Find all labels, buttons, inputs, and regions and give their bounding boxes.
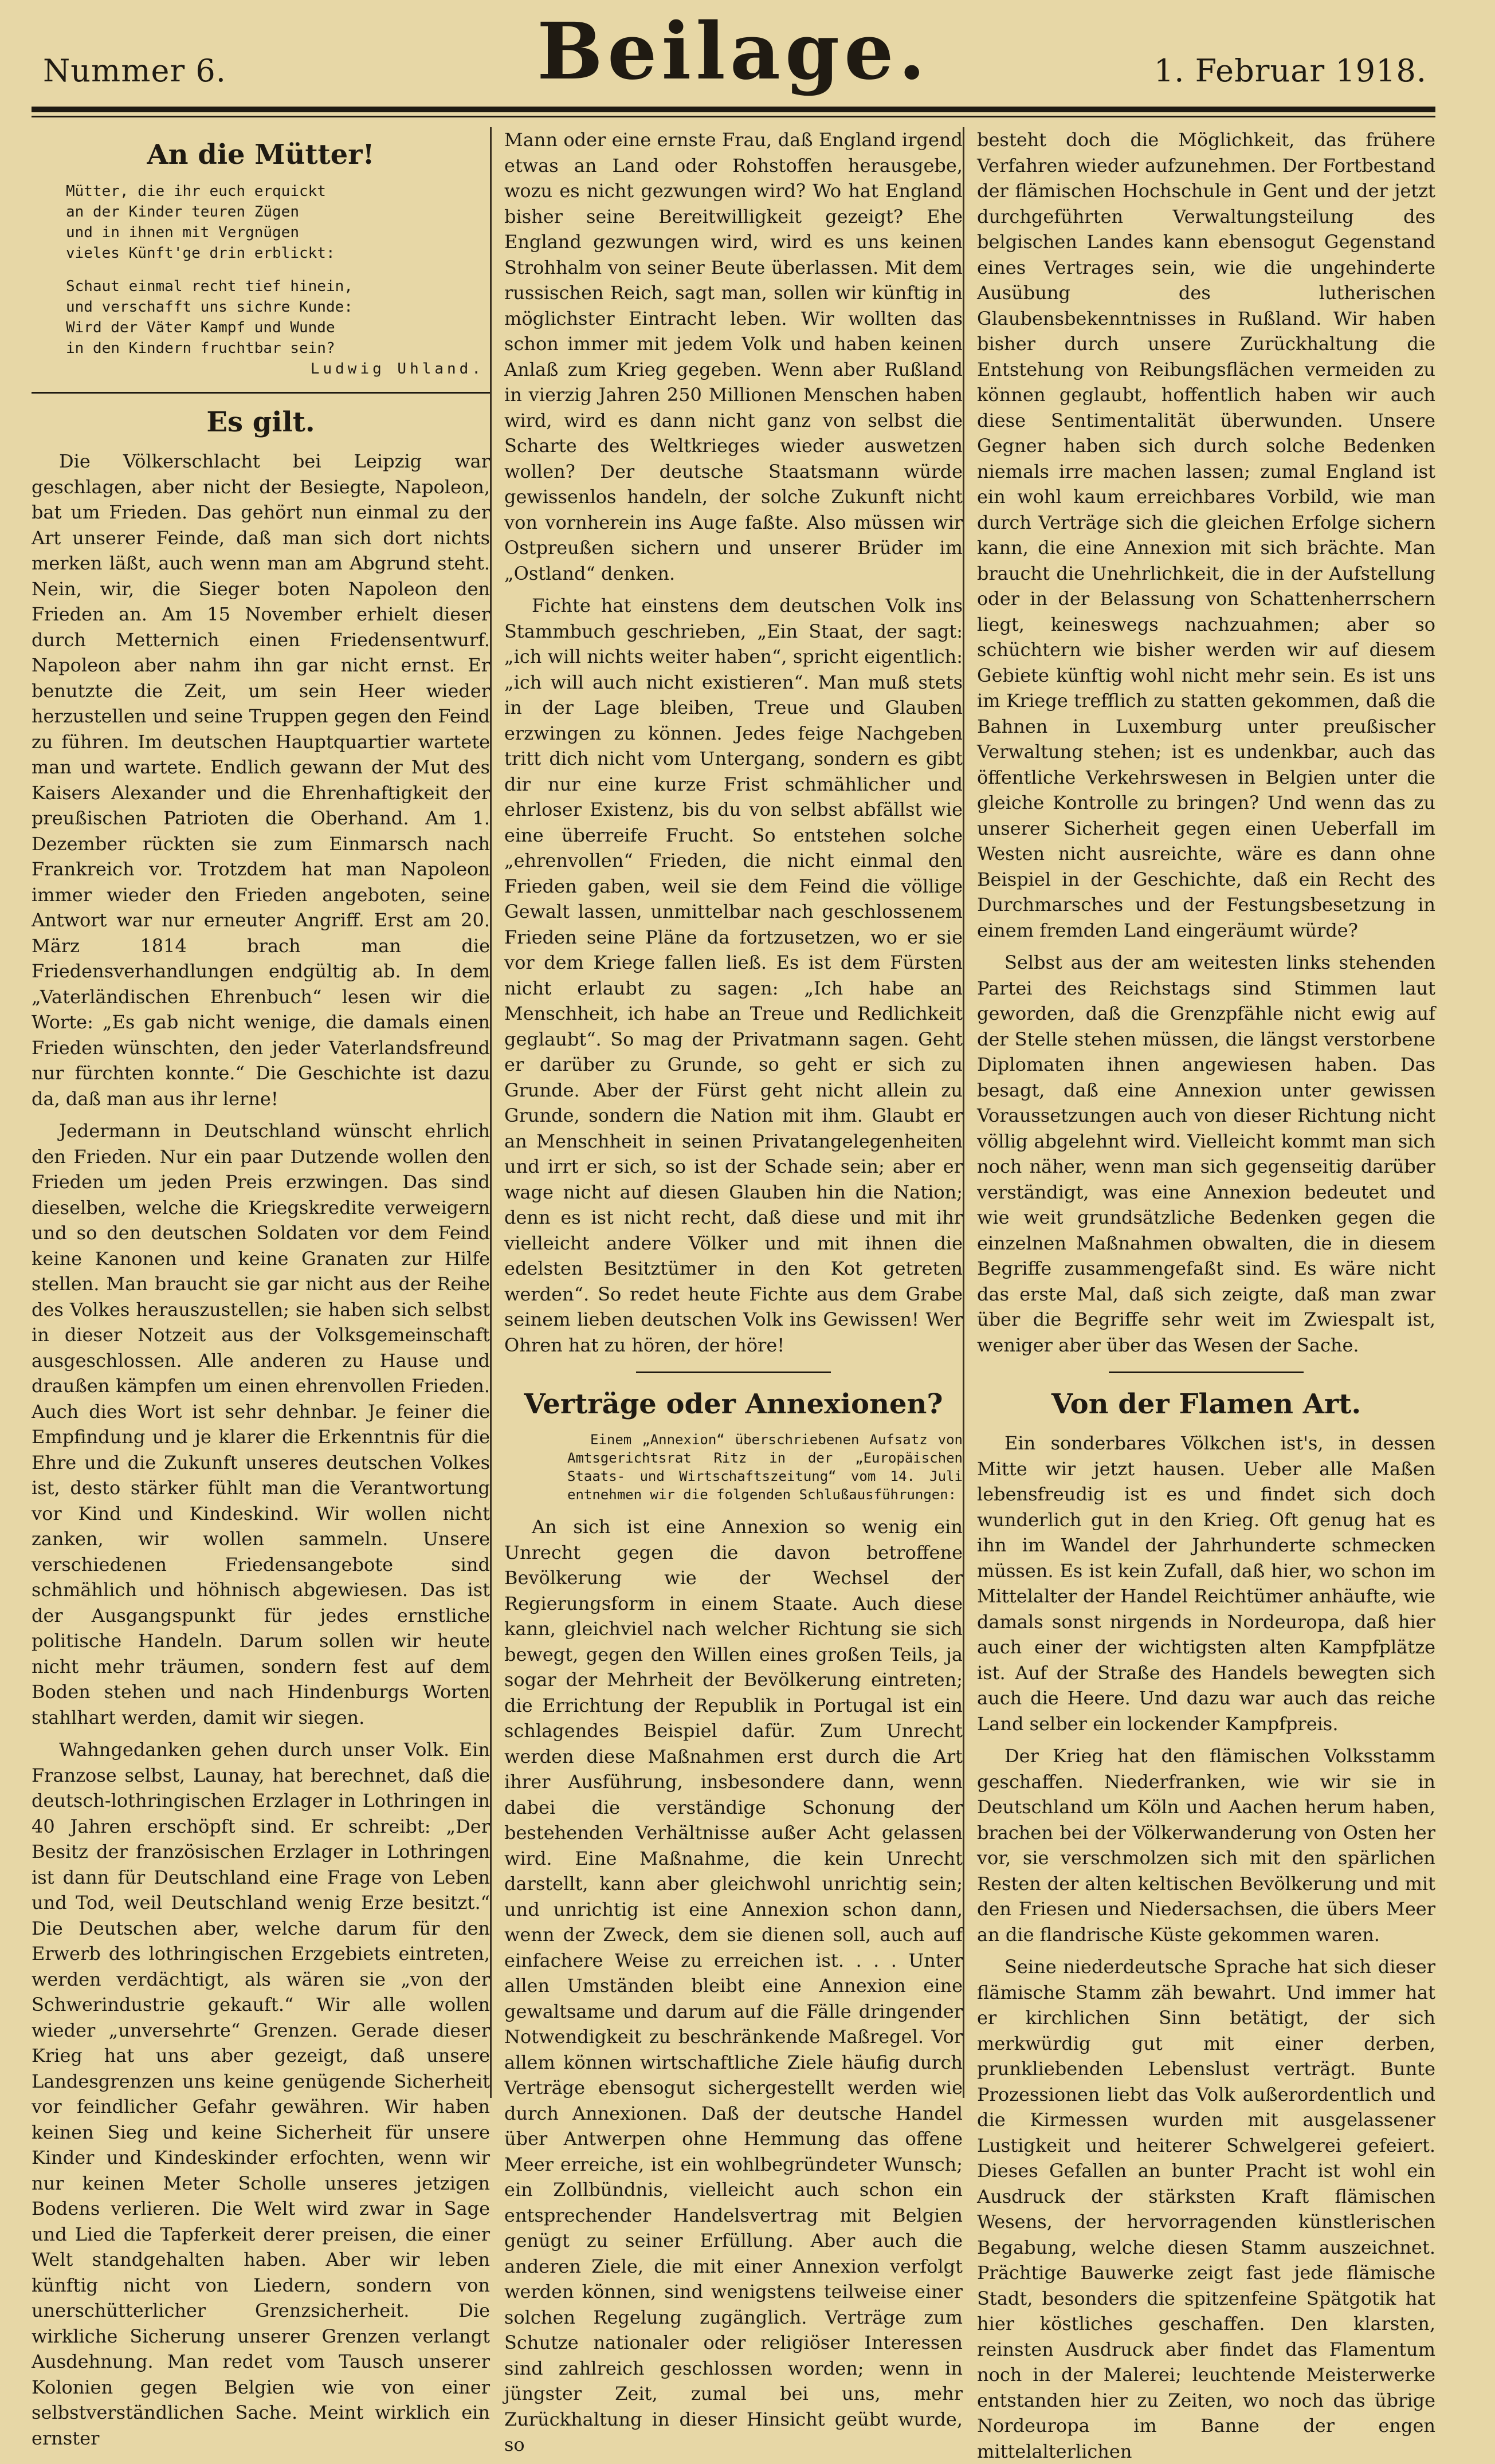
issue-number: Nummer 6. — [43, 53, 226, 89]
poem-line: in den Kindern fruchtbar sein? — [66, 340, 335, 357]
section-divider — [1109, 1371, 1304, 1373]
poem-line: und verschafft uns sichre Kunde: — [66, 298, 353, 316]
article-paragraph: Selbst aus der am weitesten links stehenden Partei des Reichstags sind Stimmen laut geworden, daß die Grenzpfähle nicht ewig auf der Stelle stehen müssen, die längst verstorbene Diplomaten ihnen angewiesen haben. Das besagt, daß eine Annexion unter gewissen Voraussetzungen auch von dieser Richtung nicht völlig abgelehnt wird. Vielleicht kommt man sich noch näher, wenn man sich gegenseitig darüber verständigt, was eine Annexion bedeutet und wie weit grundsätzliche Bedenken gegen die einzelnen Maßnahmen obwalten, die in diesem Begriffe zusammengefaßt sind. Es wäre nicht das erste Mal, daß sich zeigte, daß man zwar über die Begriffe sehr weit im Zwiespalt ist, weniger aber über das Wesen der Sache. — [977, 952, 1435, 1356]
poem-stanza — [66, 276, 490, 379]
poem-line: Mütter, die ihr euch erquickt — [66, 183, 326, 200]
column-divider — [490, 127, 492, 2098]
masthead-rule-thin — [32, 116, 1435, 117]
article-paragraph: Mann oder eine ernste Frau, daß England irgend etwas an Land oder Rohstoffen herausgebe, wozu es nicht gezwungen wird? Wo hat England bisher seine Bereitwilligkeit gezeigt? Ehe England gezwungen wird, wird es uns keinen Strohhalm von seiner Beute überlassen. Mit dem russischen Reich, sagt man, sollen wir künftig in möglichster Eintracht leben. Wir wollten das schon immer mit jedem Volk und haben keinen Anlaß zum Krieg gegeben. Wenn aber Rußland in vierzig Jahren 250 Millionen Menschen haben wird, wird es dann nicht ganz von selbst die Scharte des Weltkrieges wieder auswetzen wollen? Der deutsche Staatsmann würde gewissenlos handeln, der solche Zukunft nicht von vornherein ins Auge faßte. Also müssen wir Ostpreußen sichern und unserer Brüder im „Ostland“ denken. — [504, 129, 963, 584]
masthead-rule-thick — [32, 107, 1435, 112]
column-3 — [977, 127, 1435, 2462]
article-paragraph: Seine niederdeutsche Sprache hat sich dieser flämische Stamm zäh bewahrt. Und immer hat er kirchlichen Sinn betätigt, der sich merkwürdig gut mit einer derben, prunkliebenden Lebenslust verträgt. Bunte Prozessionen liebt das Volk außerordentlich und die Kirmessen wurden mit ausgelassener Lustigkeit und heiterer Schwelgerei gefeiert. Dieses Gefallen an bunter Pracht ist wohl ein Ausdruck der stärksten Kraft flämischen Wesens, der hervorragenden künstlerischen Begabung, welche diesen Stamm auszeichnet. Prächtige Bauwerke zeigt fast jede flämische Stadt, besonders die spitzenfeine Spätgotik hat hier köstliches geschaffen. Den klarsten, reinsten Ausdruck aber findet das Flamentum noch in der Malerei; leuchtende Meisterwerke entstanden hier zu Zeiten, wo noch das übrige Nordeuropa im Banne der engen mittelalterlichen — [977, 1956, 1435, 2462]
article-paragraph: Wahngedanken gehen durch unser Volk. Ein Franzose selbst, Launay, hat berechnet, daß die deutsch-lothringischen Erzlager in Lothringen in 40 Jahren erschöpft sind. Er schreibt: „Der Besitz der französischen Erzlager in Lothringen ist dann für Deutschland eine Frage von Leben und Tod, weil Deutschland wenig Erze besitzt.“ Die Deutschen aber, welche darum für den Erwerb des lothringischen Erzgebiets eintreten, werden verdächtigt, als wären sie „von der Schwerindustrie gekauft.“ Wir alle wollen wieder „unversehrte“ Grenzen. Gerade dieser Krieg hat uns aber gezeigt, daß unsere Landesgrenzen uns keine genügende Sicherheit vor feindlicher Gefahr gewähren. Wir haben keinen Sieg und keine Sicherheit für unsere Kinder und Kindeskinder erfochten, wenn wir nur keinen Meter Scholle unseres jetzigen Bodens verlieren. Die Welt wird zwar in Sage und Lied die Tapferkeit derer preisen, die einer Welt standgehalten haben. Aber wir leben künftig nicht von Liedern, sondern von unerschütterlicher Grenzsicherheit. Die wirkliche Sicherung unserer Grenzen verlangt Ausdehnung. Man redet vom Tausch unserer Kolonien gegen Belgien wie von einer selbstverständlichen Sache. Meint wirklich ein ernster — [32, 1739, 490, 2449]
section-divider — [32, 392, 490, 394]
article-title-es-gilt: Es gilt. — [206, 406, 315, 438]
masthead — [34, 0, 1433, 103]
article-paragraph: Die Völkerschlacht bei Leipzig war geschlagen, aber nicht der Besiegte, Napoleon, bat um Frieden. Das gehört nun einmal zu der Art unserer Feinde, daß man sich dort nichts merken läßt, auch wenn man am Abgrund steht. Nein, wir, die Sieger boten Napoleon den Frieden an. Am 15 November erhielt dieser durch Metternich einen Friedensentwurf. Napoleon aber nahm ihn gar nicht ernst. Er benutzte die Zeit, um sein Heer wieder herzustellen und seine Truppen gegen den Feind zu führen. Im deutschen Hauptquartier wartete man und wartete. Endlich gewann der Mut des Kaisers Alexander und die Ehrenhaftigkeit der preußischen Patrioten die Oberhand. Am 1. Dezember rückten sie zum Einmarsch nach Frankreich vor. Trotzdem hat man Napoleon immer wieder den Frieden angeboten, seine Antwort war nur erneuter Angriff. Erst am 20. März 1814 brach man die Friedensverhandlungen endgültig ab. In dem „Vaterländischen Ehrenbuch“ lesen wir die Worte: „Es gab nicht wenige, die damals einen Frieden wünschten, den jeder Vaterlandsfreund nur fürchten konnte.“ Die Geschichte ist dazu da, daß man aus ihr lerne! — [32, 450, 490, 1110]
article-title-flamen: Von der Flamen Art. — [1051, 1388, 1361, 1420]
column-2 — [504, 127, 963, 2455]
poem-line: und in ihnen mit Vergnügen — [66, 224, 299, 241]
column-1 — [32, 127, 490, 2449]
section-divider — [636, 1371, 831, 1373]
poem-line: Schaut einmal recht tief hinein, — [66, 278, 353, 295]
article-paragraph: Jedermann in Deutschland wünscht ehrlich den Frieden. Nur ein paar Dutzende wollen den Frieden um jeden Preis erzwingen. Das sind dieselben, welche die Kriegskredite verweigern und so den deutschen Soldaten vor dem Feind keine Kanonen und keine Granaten zur Hilfe stellen. Man braucht sie gar nicht aus der Reihe des Volkes herauszustellen; sie haben sich selbst in dieser Notzeit aus der Volksgemeinschaft ausgeschlossen. Alle anderen zu Hause und draußen kämpfen um einen ehrenvollen Frieden. Auch dies Wort ist sehr dehnbar. Je feiner die Empfindung und je klarer die Erkenntnis für die Ehre und die Zukunft unseres deutschen Volkes ist, desto stärker fühlt man die Verantwortung vor Kind und Kindeskind. Wir wollen nicht zanken, wir wollen sammeln. Unsere verschiedenen Friedensangebote sind schmählich und höhnisch abgewiesen. Das ist der Ausgangspunkt für jedes ernstliche politische Handeln. Darum sollen wir heute nicht mehr träumen, sondern fest auf dem Boden stehen und nach Hindenburgs Worten stahlhart werden, damit wir siegen. — [32, 1120, 490, 1728]
article-intro-note: Einem „Annexion“ überschriebenen Aufsatz von Amtsgerichtsrat Ritz in der „Europäischen Staats- und Wirtschaftszeitung“ vom 14. Juli entnehmen wir die folgenden Schlußausführungen: — [567, 1432, 963, 1503]
article-paragraph: An sich ist eine Annexion so wenig ein Unrecht gegen die davon betroffene Bevölkerung wie der Wechsel der Regierungsform in einem Staate. Auch diese kann, gleichviel nach welcher Richtung sie sich bewegt, gegen den Willen eines großen Teils, ja sogar der Mehrheit der Bevölkerung eintreten; die Errichtung der Republik in Portugal ist ein schlagendes Beispiel dafür. Zum Unrecht werden diese Maßnahmen erst durch die Art ihrer Ausführung, insbesondere dann, wenn dabei die verständige Schonung der bestehenden Verhältnisse außer Acht gelassen wird. Eine Maßnahme, die kein Unrecht darstellt, kann aber gleichwohl unrichtig sein; und unrichtig ist eine Annexion schon dann, wenn der Zweck, dem sie dienen soll, auch auf einfachere Weise zu erreichen ist. . . . Unter allen Umständen bleibt eine Annexion eine gewaltsame und darum auf die Fälle dringender Notwendigkeit zu beschränkende Maßregel. Vor allem können wirtschaftliche Ziele häufig durch Verträge ebensogut sichergestellt werden wie durch Annexionen. Daß der deutsche Handel über Antwerpen ohne Hemmung das offene Meer erreiche, ist ein wohlbegründeter Wunsch; ein Zollbündnis, vielleicht auch schon ein entsprechender Handelsvertrag mit Belgien genügt zu seiner Erfüllung. Aber auch die anderen Ziele, die mit einer Annexion verfolgt werden können, sind wenigstens teilweise einer solchen Regelung zugänglich. Verträge zum Schutze nationaler oder religiöser Interessen sind zahlreich geschlossen worden; wenn in jüngster Zeit, zumal bei uns, mehr Zurückhaltung in dieser Hinsicht geübt wurde, so — [504, 1516, 963, 2455]
poem-line: an der Kinder teuren Zügen — [66, 203, 299, 221]
poem-title: An die Mütter! — [147, 139, 375, 171]
newspaper-title: Beilage. — [537, 6, 930, 97]
article-paragraph: Ein sonderbares Völkchen ist's, in dessen Mitte wir jetzt hausen. Ueber alle Maßen lebensfreudig ist es und findet sich doch wunderlich gut in den Krieg. Oft genug hat es ihn im Wandel der Jahrhunderte schmecken müssen. Es ist kein Zufall, daß hier, wo schon im Mittelalter der Handel Reichtümer anhäufte, wie damals sonst nirgends in Nordeuropa, daß hier auch einer der wichtigsten alten Kampfplätze ist. Auf der Straße des Handels bewegten sich auch die Heere. Und dazu war auch das reiche Land selber ein lockender Kampfpreis. — [977, 1432, 1435, 1735]
article-paragraph: besteht doch die Möglichkeit, das frühere Verfahren wieder aufzunehmen. Der Fortbestand der flämischen Hochschule in Gent und der jetzt durchgeführten Verwaltungsteilung des belgischen Landes kann ebensogut Gegenstand eines Vertrages sein, wie die ungehinderte Ausübung des lutherischen Glaubensbekenntnisses in Rußland. Wir haben bisher durch unsere Zurückhaltung die Entstehung von Reibungsflächen vermeiden zu können geglaubt, hoffentlich haben wir auch diese Sentimentalität überwunden. Unsere Gegner haben sich durch solche Bedenken niemals irre machen lassen; zumal England ist ein wohl kaum erreichbares Vorbild, wie man durch Verträge sich die gleichen Erfolge sichern kann, die eine Annexion mit sich brächte. Man braucht die Unehrlichkeit, die in der Aufstellung oder in der Belassung von Schattenherrschern liegt, keineswegs nachzuahmen; aber so schüchtern wie bisher werden wir auf diesem Gebiete künftig wohl nicht mehr sein. Es ist uns im Kriege trefflich zu statten gekommen, daß die Bahnen in Luxemburg unter preußischer Verwaltung stehen; ist es undenkbar, auch das öffentliche Verkehrswesen in Belgien unter die gleiche Kontrolle zu bringen? Und wenn das zu unserer Sicherheit gegen einen Ueberfall im Westen nicht ausreichte, wäre es dann ohne Beispiel in der Geschichte, daß ein Recht des Durchmarsches und der Festungsbesetzung in einem fremden Land eingeräumt würde? — [977, 129, 1435, 941]
poem-author: Ludwig Uhland. — [310, 360, 484, 378]
poem — [66, 181, 490, 379]
poem-line: vieles Künft'ge drin erblickt: — [66, 245, 335, 262]
article-title-vertraege: Verträge oder Annexionen? — [524, 1388, 943, 1420]
poem-stanza — [66, 181, 490, 264]
poem-line: Wird der Väter Kampf und Wunde — [66, 319, 335, 336]
issue-date: 1. Februar 1918. — [1153, 53, 1427, 89]
column-divider — [963, 127, 964, 2098]
article-paragraph: Der Krieg hat den flämischen Volksstamm geschaffen. Niederfranken, wie wir sie in Deutschland um Köln und Aachen herum haben, brachen bei der Völkerwanderung von Osten her vor, sie verschmolzen sich mit den spärlichen Resten der alten keltischen Bevölkerung und mit den Friesen und Niedersachsen, die übers Meer an die flandrische Küste gekommen waren. — [977, 1745, 1435, 1946]
article-paragraph: Fichte hat einstens dem deutschen Volk ins Stammbuch geschrieben, „Ein Staat, der sagt: „ich will nichts weiter haben“, spricht eigentlich: „ich will auch nicht existieren“. Man muß stets in der Lage bleiben, Treue und Glauben erzwingen zu können. Jedes feige Nachgeben tritt dich nicht vom Untergang, sondern es gibt dir nur eine kurze Frist schmählicher und ehrloser Existenz, bis du von selbst abfällst wie eine überreife Frucht. So entstehen solche „ehrenvollen“ Frieden, die nicht einmal den Frieden gaben, weil sie dem Feind die völlige Gewalt lassen, unmittelbar nach geschlossenem Frieden seine Pläne da fortzusetzen, wo er sie vor dem Kriege fallen ließ. Es ist dem Fürsten nicht erlaubt zu sagen: „Ich habe an Menschheit, ich habe an Treue und Redlichkeit geglaubt“. So mag der Privatmann sagen. Geht er darüber zu Grunde, so geht er sich zu Grunde. Aber der Fürst geht nicht allein zu Grunde, sondern die Nation mit ihm. Glaubt er an Menschheit in seinen Privatangelegenheiten und irrt er sich, so ist der Schade sein; aber er wage nicht auf diesen Glauben hin die Nation; denn es ist nicht recht, daß diese und mit ihr vielleicht andere Völker und mit ihnen die edelsten Besitztümer in den Kot getreten werden“. So redet heute Fichte aus dem Grabe seinem lieben deutschen Volk ins Gewissen! Wer Ohren hat zu hören, der höre! — [504, 595, 963, 1356]
